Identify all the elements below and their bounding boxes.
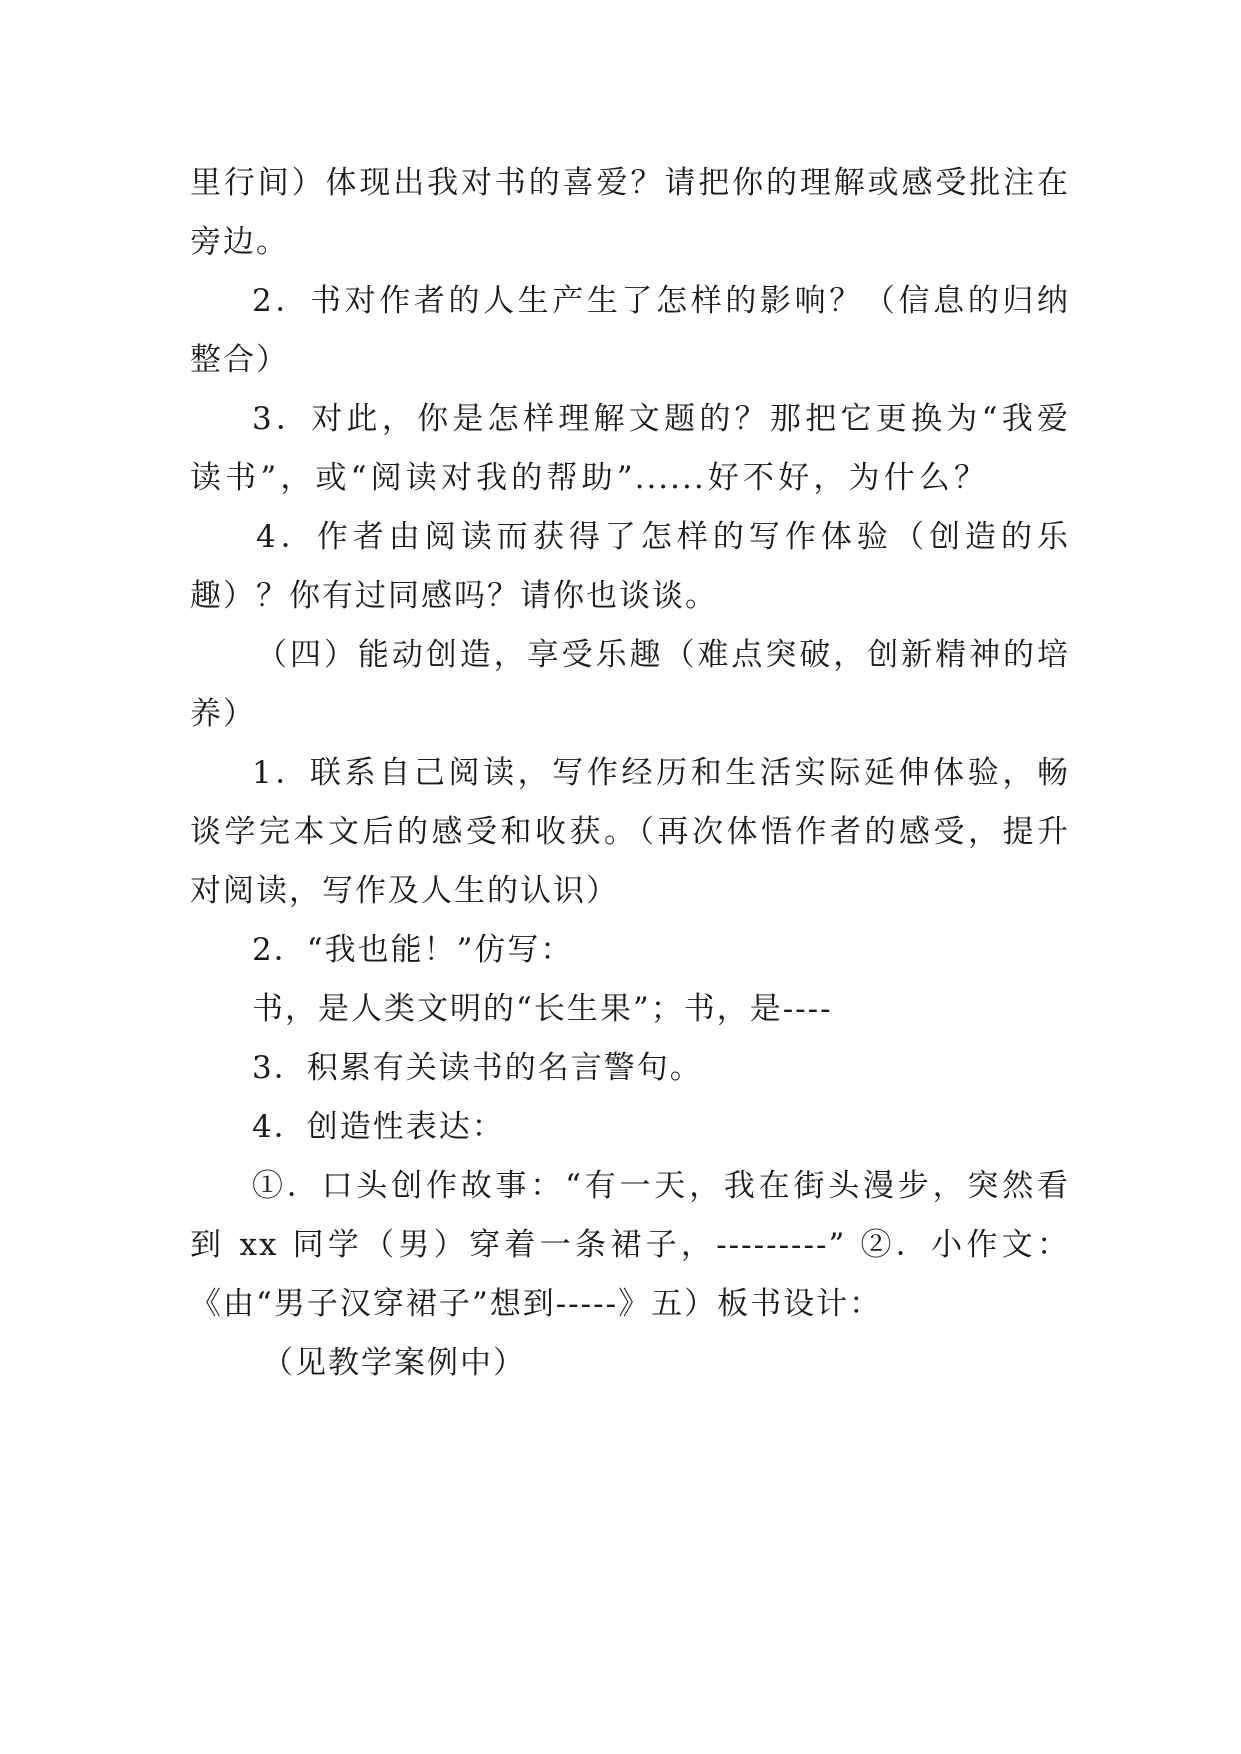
text-line-9: （四）能动创造，享受乐趣（难点突破，创新精神的培 [256, 637, 1070, 673]
text-line-17: 4．创造性表达： [252, 1109, 505, 1145]
text-line-20: 《由“男子汉穿裙子”想到-----》五）板书设计： [190, 1286, 883, 1322]
text-line-1: 里行间）体现出我对书的喜爱？请把你的理解或感受批注在 [190, 165, 1070, 201]
text-line-6: 读书”，或“阅读对我的帮助”......好不好，为什么？ [190, 460, 987, 496]
text-line-12: 谈学完本文后的感受和收获。（再次体悟作者的感受，提升 [190, 814, 1070, 850]
text-line-11: 1．联系自己阅读，写作经历和生活实际延伸体验，畅 [252, 755, 1070, 791]
text-line-21: （见教学案例中） [262, 1345, 526, 1381]
text-line-15: 书，是人类文明的“长生果”；书，是---- [252, 991, 833, 1027]
text-line-8: 趣）？你有过同感吗？请你也谈谈。 [190, 578, 718, 614]
text-line-5: 3．对此，你是怎样理解文题的？那把它更换为“我爱 [252, 401, 1070, 437]
text-line-13: 对阅读，写作及人生的认识） [190, 873, 619, 909]
text-line-7: 4．作者由阅读而获得了怎样的写作体验（创造的乐 [256, 519, 1070, 555]
text-line-18: ①．口头创作故事：“有一天，我在街头漫步，突然看 [252, 1168, 1070, 1204]
text-line-14: 2．“我也能！”仿写： [252, 932, 574, 968]
text-line-4: 整合） [190, 342, 289, 378]
text-line-2: 旁边。 [190, 224, 289, 260]
text-line-19: 到 xx 同学（男）穿着一条裙子，---------” ②．小作文： [190, 1227, 1070, 1263]
text-line-16: 3．积累有关读书的名言警句。 [252, 1050, 703, 1086]
text-line-3: 2．书对作者的人生产生了怎样的影响？（信息的归纳 [252, 283, 1070, 319]
text-line-10: 养） [190, 696, 256, 732]
